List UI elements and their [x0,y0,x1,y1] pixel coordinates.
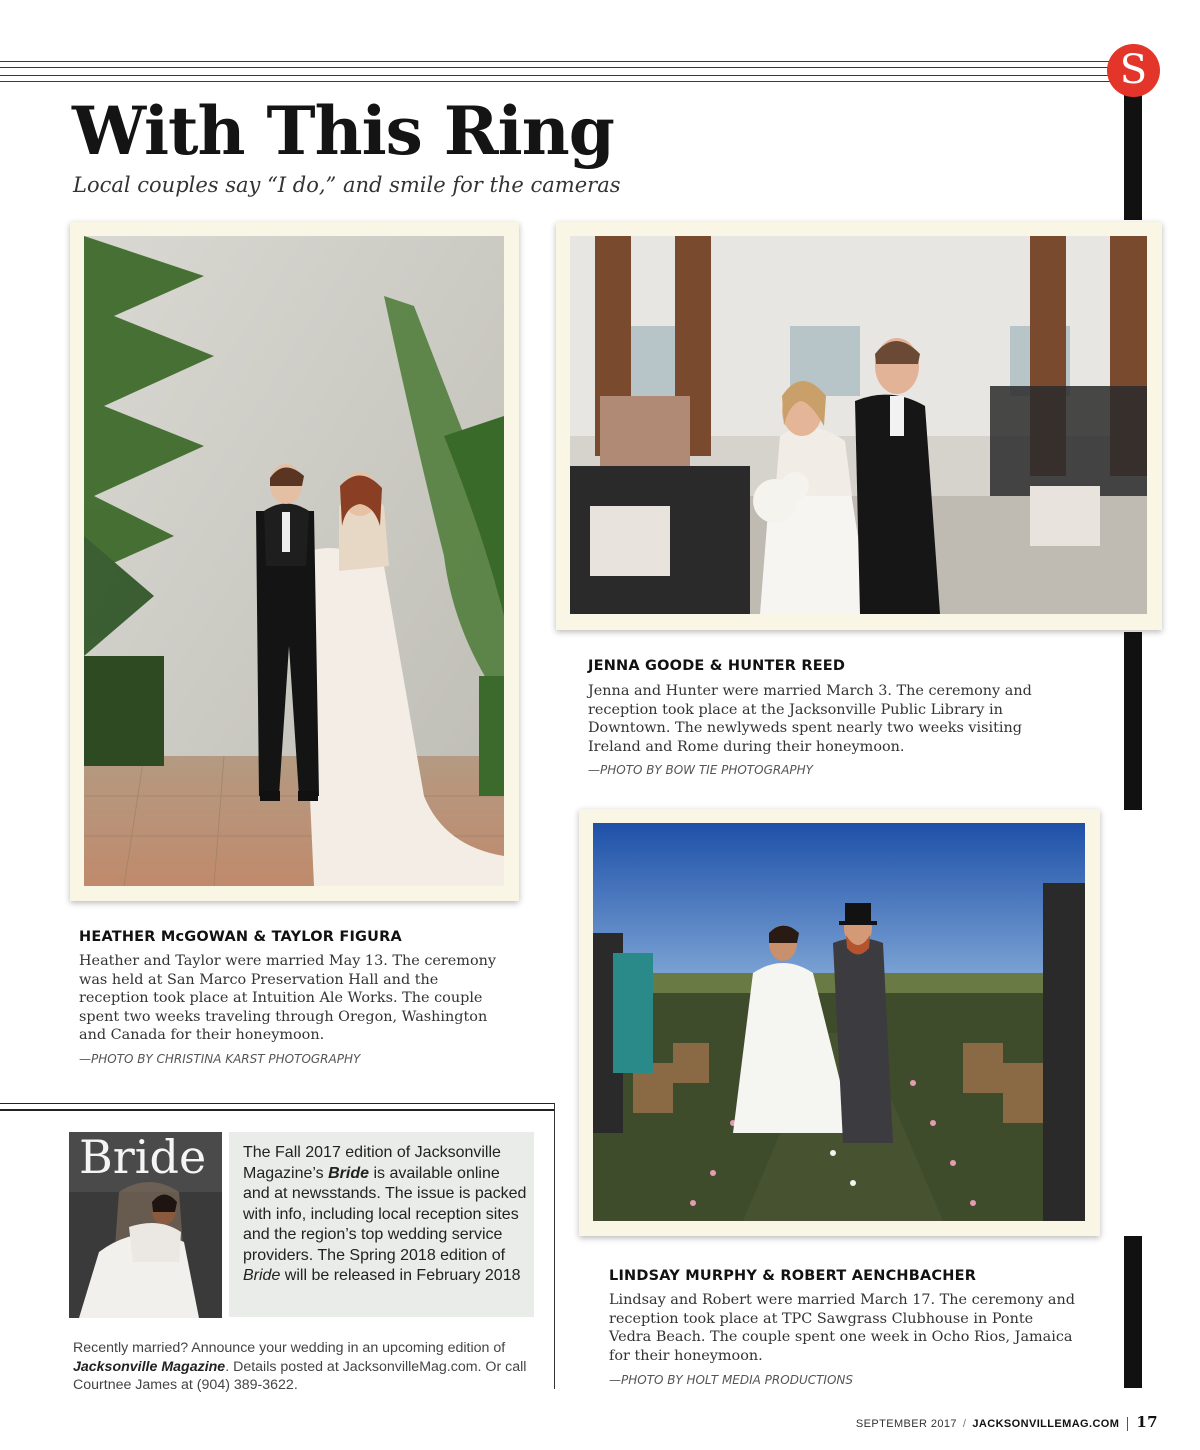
promo-bride-emphasis: Bride [328,1164,369,1182]
page-number: 17 [1136,1413,1158,1431]
promo-bride-emphasis-2: Bride [243,1267,281,1284]
promo-text-3: will be released in February 2018 [280,1267,521,1284]
footer-divider [1127,1417,1128,1431]
footer-site: JACKSONVILLEMAG.COM [972,1418,1120,1430]
promo-rule-1 [0,1103,555,1104]
caption-name-lindsay-robert: LINDSAY MURPHY & ROBERT AENCHBACHER [609,1268,977,1284]
photo-jenna-hunter [570,236,1147,614]
footer-date: SEPTEMBER 2017 [855,1418,957,1430]
top-rule-4 [0,81,1110,82]
bride-cover-title: Bride [79,1132,207,1184]
side-bar-bottom [1124,1236,1142,1388]
promo-text-2: is available online and at newsstands. The issue is packed with info, including local reception sites and the region’s top wedding service providers. The Spring 2018 edition of [243,1164,527,1264]
page-footer [856,1413,1158,1431]
note-text-1: Recently married? Announce your wedding in an upcoming edition of [73,1340,506,1356]
photo-heather-taylor [84,236,504,886]
promo-text [243,1143,528,1287]
side-bar-top [1124,78,1142,220]
section-badge: S [1107,44,1160,97]
caption-text-heather-taylor: Heather and Taylor were married May 13. The ceremony was held at San Marco Preservation Hall and the reception took place at Intuition Ale Works. The couple spent two weeks traveling through Oregon, Washington and Canada for their honeymoon. [79,953,497,1044]
caption-credit-heather-taylor: —PHOTO BY CHRISTINA KARST PHOTOGRAPHY [79,1052,361,1066]
side-bar-middle [1124,632,1142,810]
caption-name-jenna-hunter: JENNA GOODE & HUNTER REED [588,658,846,674]
page-subtitle: Local couples say “I do,” and smile for the cameras [73,173,621,197]
note-text-2: . Details posted at JacksonvilleMag.com. Or call Courtnee James at (904) 389-3622. [73,1358,527,1393]
top-rule-3 [0,75,1110,76]
promo-vertical-rule [554,1103,555,1389]
note-magazine-name: Jacksonville Magazine [73,1358,226,1375]
promo-text-1: The Fall 2017 edition of Jacksonville Magazine’s [243,1144,501,1182]
top-rule-1 [0,61,1110,62]
promo-rule-2 [0,1109,555,1111]
caption-text-jenna-hunter: Jenna and Hunter were married March 3. The ceremony and reception took place at the Jacksonville Public Library in Downtown. The newlyweds spent nearly two weeks visiting Ireland and Rome during their honeymoon. [588,683,1032,755]
page-title: With This Ring [72,92,614,170]
caption-name-heather-taylor: HEATHER McGOWAN & TAYLOR FIGURA [79,929,402,945]
announcement-note [73,1339,543,1395]
caption-credit-jenna-hunter: —PHOTO BY BOW TIE PHOTOGRAPHY [588,763,813,777]
caption-text-lindsay-robert: Lindsay and Robert were married March 17. The ceremony and reception took place at TPC Sawgrass Clubhouse in Ponte Vedra Beach. The couple spent one week in Ocho Rios, Jamaica for their honeymoon. [609,1292,1075,1364]
footer-separator: / [962,1418,967,1430]
bride-magazine-cover [69,1132,222,1318]
caption-credit-lindsay-robert: —PHOTO BY HOLT MEDIA PRODUCTIONS [609,1373,854,1387]
photo-lindsay-robert [593,823,1085,1221]
top-rule-2 [0,67,1110,68]
